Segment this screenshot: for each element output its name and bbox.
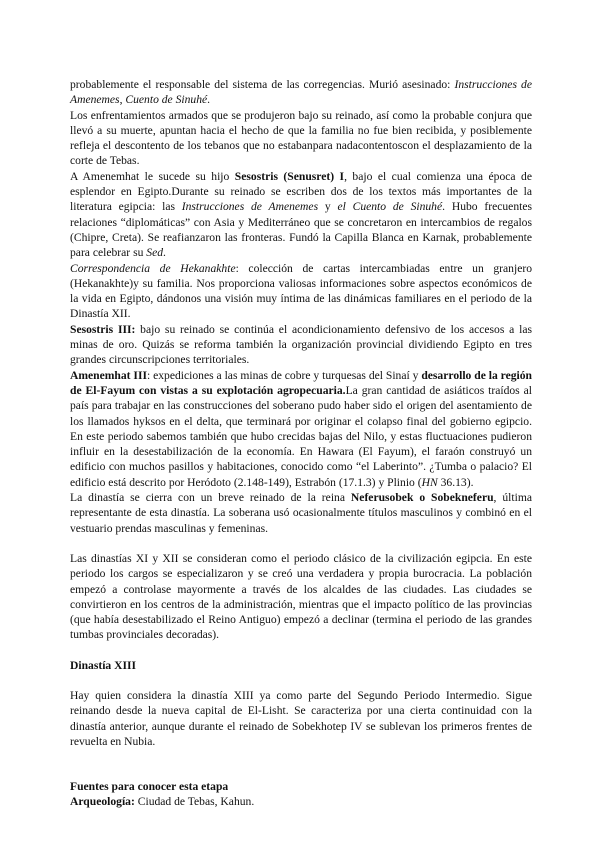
text-span: Ciudad de Tebas, Kahun. <box>134 795 255 809</box>
bold-phrase: desarrollo de la región de El-Fayum con vistas a su explotación agropecuaria. <box>70 368 533 397</box>
spacer <box>70 536 532 551</box>
text-span: . <box>163 246 166 260</box>
heading-dinastia-xiii <box>70 658 532 673</box>
bold-name: Neferusobek o Sobekneferu <box>350 491 494 505</box>
text-span: . Hubo frecuentes relaciones “diplomáticas” con Asia y Mediterráneo que se concretaron en intercambios de regalos (Chipre, Creta). Se reafianzaron las fronteras. Fundó la Capilla Blanca en Karnak, probablemente para celebrar su <box>70 200 532 260</box>
paragraph-arqueologia <box>70 794 532 809</box>
bold-label: Arqueología: <box>70 795 135 809</box>
italic-term: HN <box>421 475 438 489</box>
text-span: probablemente el responsable del sistema de las corregencias. Murió asesinado: <box>70 78 455 91</box>
text-span: bajo su reinado se continúa el acondicionamiento defensivo de los accesos a las minas de oro. Quizás se reforma también la organización provincial dividiendo Egipto en tres grandes circunscripciones territoriales. <box>70 322 532 367</box>
heading-fuentes <box>70 779 532 794</box>
paragraph-armed-conflicts <box>70 108 532 169</box>
text-span: La gran cantidad de asiáticos traídos al país para trabajar en las construcciones del soberano pudo haber sido el origen del asentamiento de los llamados hyksos en el delta, que terminará por originar el colapso final del gobierno egipcio. En este periodo sabemos también que hubo crecidas bajas del Nilo, y estas fluctuaciones pudieron influir en la desestabilización de la economía. En Hawara (El Fayum), el faraón construyó un edificio con muchos pasillos y habitaciones, conocido como “el Laberinto”. ¿Tumba o palacio? El edificio está descrito por Heródoto (2.148-149), Estrabón (17.1.3) y Plinio ( <box>70 383 532 489</box>
bold-name: Amenemhat III <box>70 368 147 382</box>
paragraph-sesostris-i <box>70 169 532 261</box>
document-page <box>70 77 532 810</box>
paragraph-hekanakhte <box>70 261 532 322</box>
paragraph-classic-period <box>70 551 532 643</box>
spacer <box>70 673 532 688</box>
text-span: , bajo el cual comienza una época de esplendor en Egipto.Durante su reinado se escriben dos de los textos más importantes de la literatura egipcia: las <box>70 169 532 214</box>
text-span: 36.13). <box>437 475 474 489</box>
paragraph-dinastia-xiii <box>70 688 532 749</box>
text-span: Los enfrentamientos armados que se produjeron bajo su reinado, así como la probable conjura que llevó a su muerte, apuntan hacia el hecho de que la familia no fue bien recibida, y posiblemente refleja el descontento de los tebanos que no estabanpara nadacontentoscon el desplazamiento de la corte de Tebas. <box>70 108 532 168</box>
italic-title: el Cuento de Sinuhé <box>337 200 443 214</box>
paragraph-amenemhat-iii <box>70 368 532 490</box>
spacer <box>70 643 532 658</box>
text-span: Las dinastías XI y XII se consideran como el periodo clásico de la civilización egipcia. En este periodo los cargos se especializaron y se creó una verdadera y propia burocracia. La población empezó a controlase mayormente a través de los alcaldes de las ciudades. Las ciudades se convirtieron en los centros de la administración, mientras que el impacto político de las provincias (que había desestabilizado el Reino Antiguo) empezó a declinar (termina el periodo de las grandes tumbas provinciales decoradas). <box>70 551 532 642</box>
text-span: , última representante de esta dinastía. La soberana usó ocasionalmente títulos masculinos y combinó en el vestuario prendas masculinas y femeninas. <box>70 491 533 535</box>
text-span: Hay quien considera la dinastía XIII ya como parte del Segundo Periodo Intermedio. Sigue reinando desde la nueva capital de El-Lisht. Se caracteriza por una cierta continuidad con la dinastía anterior, aunque durante el reinado de Sobekhotep IV se sublevan los primeros frentes de revuelta en Nubia. <box>70 688 532 748</box>
section-heading: Fuentes para conocer esta etapa <box>70 780 229 794</box>
italic-title: Instrucciones de Amenemes <box>70 78 533 107</box>
text-span: : colección de cartas intercambiadas entre un granjero (Hekanakhte)y su familia. Nos proporciona valiosas informaciones sobre aspectos económicos de la vida en Egipto, dándonos una visión muy íntima de las dinámicas familiares en el periodo de la Dinastía XII. <box>70 261 532 321</box>
paragraph-sesostris-iii <box>70 322 532 368</box>
paragraph-amenemhat-death <box>70 77 532 108</box>
text-span: La dinastía se cierra con un breve reinado de la reina <box>70 491 351 505</box>
italic-term: Sed <box>146 246 164 260</box>
text-span: : expediciones a las minas de cobre y turquesas del Sinaí y <box>146 368 422 382</box>
text-span: A Amenemhat le sucede su hijo <box>70 169 235 183</box>
paragraph-neferusobek <box>70 490 532 536</box>
text-span: y <box>318 200 338 214</box>
text-span: , <box>119 93 126 107</box>
text-span: . <box>207 93 211 107</box>
italic-title: Instrucciones de Amenemes <box>181 200 319 214</box>
italic-title: Cuento de Sinuhé <box>125 93 208 107</box>
italic-title: Correspondencia de Hekanakhte <box>70 261 236 275</box>
bold-name: Sesostris (Senusret) I <box>234 169 345 183</box>
bold-name: Sesostris III: <box>70 322 136 336</box>
section-heading: Dinastía XIII <box>70 658 137 672</box>
spacer <box>70 749 532 779</box>
